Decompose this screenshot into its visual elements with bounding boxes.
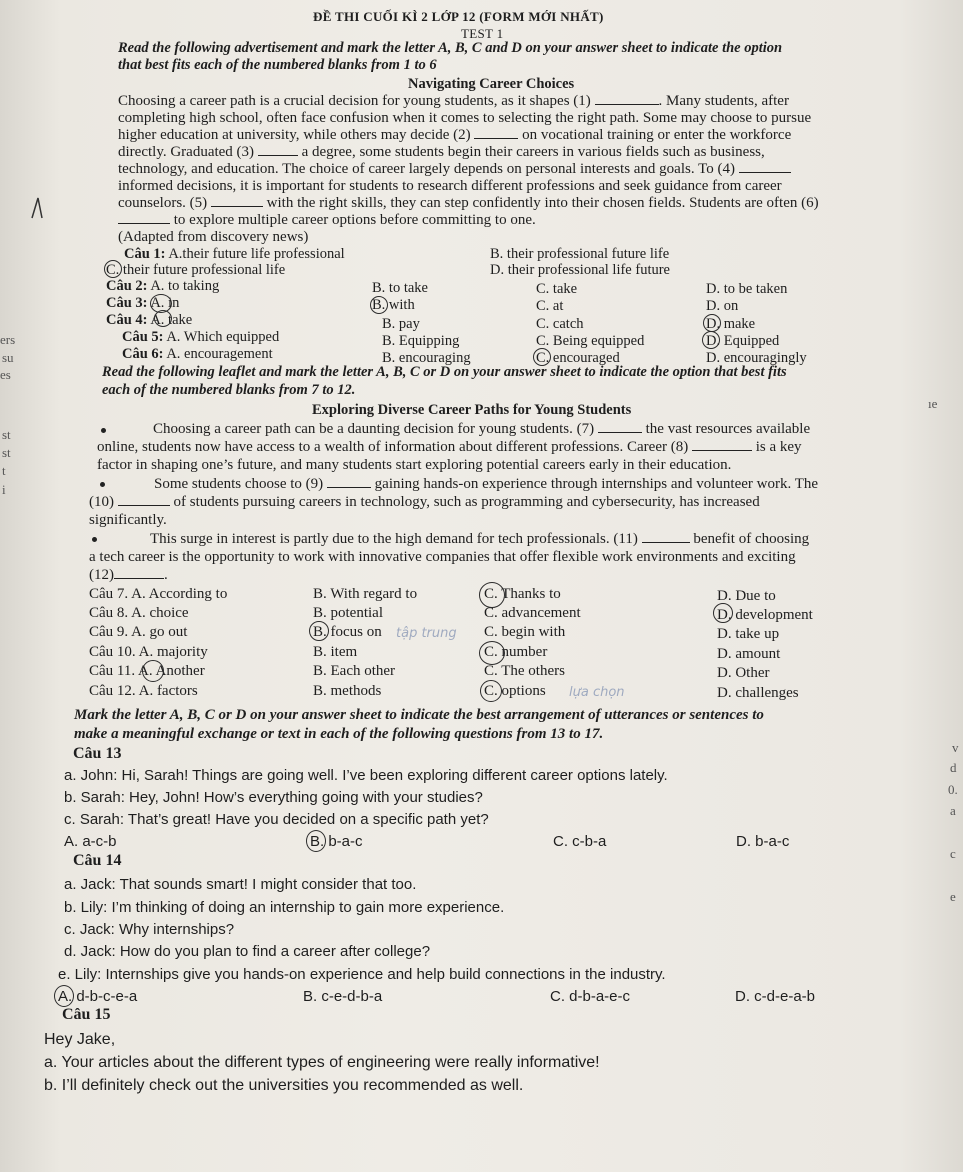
q1-label: Câu 1:	[124, 246, 166, 262]
q4-option-b[interactable]: B. pay	[382, 316, 420, 332]
q2-option-c[interactable]: C. take	[536, 281, 578, 297]
instruction-1-line-1: Read the following advertisement and mark the letter A, B, C and D on your answer sheet to indicate the option	[118, 40, 783, 56]
q3-option-b[interactable]: B. with	[372, 297, 415, 313]
blank-8	[692, 450, 752, 451]
q14-line-c: c. Jack: Why internships?	[64, 921, 235, 938]
passage-text: directly. Graduated (3)	[118, 144, 255, 160]
handwritten-note-2: lựa chọn	[569, 685, 625, 700]
leaflet-text: (10)	[89, 494, 114, 510]
edge-fragment-left: t	[2, 463, 6, 478]
q1-option-d[interactable]: D. their professional life future	[490, 262, 670, 278]
leaflet-text: Some students choose to (9)	[154, 476, 324, 492]
edge-fragment-left: st	[2, 445, 11, 460]
q2-option-b[interactable]: B. to take	[372, 280, 428, 296]
leaflet-line-8: a tech career is the opportunity to work with innovative companies that offer flexible work environments and exciting	[89, 549, 796, 565]
passage-1-line-5	[118, 161, 791, 178]
instruction-3-line-1: Mark the letter A, B, C or D on your answer sheet to indicate the best arrangement of utterances or sentences to	[74, 707, 764, 723]
q5-option-d[interactable]: D. Equipped	[706, 333, 780, 349]
q10-row	[89, 644, 208, 661]
passage-1-line-6: informed decisions, it is important for students to research different professions and seek guidance from career	[118, 178, 782, 194]
q14-line-d: d. Jack: How do you plan to find a career after college?	[64, 943, 431, 960]
q8-option-b[interactable]: B. potential	[313, 605, 383, 621]
blank-7	[598, 432, 642, 433]
q5-option-b[interactable]: B. Equipping	[382, 333, 460, 349]
q9-option-a[interactable]: A. go out	[131, 624, 188, 640]
blank-1	[595, 104, 659, 105]
leaflet-line-1	[153, 421, 810, 438]
q10-option-b[interactable]: B. item	[313, 644, 358, 660]
edge-fragment-right: a	[950, 803, 956, 818]
q3-option-d[interactable]: D. on	[706, 298, 739, 314]
leaflet-text: the vast resources available	[645, 421, 811, 437]
q14-option-b[interactable]: B. c-e-d-b-a	[303, 988, 383, 1005]
passage-1-line-7	[118, 195, 819, 212]
q8-option-a[interactable]: A. choice	[131, 605, 189, 621]
answer-circle-q9b	[309, 621, 329, 641]
q1-option-a[interactable]: A.their future life professional	[168, 246, 345, 262]
passage-1-line-1	[118, 93, 789, 110]
answer-circle-q14a	[54, 985, 74, 1007]
q11-option-d[interactable]: D. Other	[717, 665, 770, 681]
q2-row	[106, 278, 219, 295]
q10-option-d[interactable]: D. amount	[717, 646, 781, 662]
leaflet-line-9	[89, 567, 168, 584]
edge-fragment-left: i	[2, 482, 6, 497]
q6-option-d[interactable]: D. encouragingly	[706, 350, 807, 366]
q11-option-a[interactable]: A. Another	[138, 663, 205, 679]
blank-11	[642, 542, 690, 543]
q5-option-c[interactable]: C. Being equipped	[536, 333, 645, 349]
passage-text: technology, and education. The choice of career largely depends on personal interests and goals. To (4)	[118, 161, 735, 177]
passage-1-title: Navigating Career Choices	[408, 76, 575, 92]
q14-option-a[interactable]: A. d-b-c-e-a	[58, 988, 138, 1005]
q11-option-c[interactable]: C. The others	[484, 663, 565, 679]
q7-option-a[interactable]: A. According to	[131, 586, 228, 602]
blank-12	[114, 578, 164, 579]
blank-6	[118, 223, 170, 224]
q1-row	[124, 246, 345, 263]
q12-option-b[interactable]: B. methods	[313, 683, 382, 699]
q12-option-c[interactable]: C. options	[484, 683, 546, 699]
q6-option-c[interactable]: C. encouraged	[536, 350, 620, 366]
q15-line-a: a. Your articles about the different types of engineering were really informative!	[44, 1054, 600, 1071]
edge-fragment-right: d	[950, 760, 957, 775]
q14-title: Câu 14	[73, 852, 122, 869]
passage-text: on vocational training or enter the workforce	[522, 127, 792, 143]
passage-text: higher education at university, while others may decide (2)	[118, 127, 471, 143]
q9-row	[89, 624, 187, 641]
answer-circle-q11a	[142, 660, 164, 682]
instruction-2-line-2: each of the numbered blanks from 7 to 12.	[102, 382, 356, 398]
q9-option-d[interactable]: D. take up	[717, 626, 780, 642]
q8-label: Câu 8.	[89, 605, 129, 621]
answer-circle-q13b	[306, 830, 326, 852]
q7-row	[89, 586, 227, 603]
instruction-1-line-2: that best fits each of the numbered blanks from 1 to 6	[118, 57, 437, 73]
passage-1-line-2: completing high school, often face confusion when it comes to selecting the right path. Some may choose to pursue	[118, 110, 812, 126]
passage-1-line-4	[118, 144, 765, 161]
q14-option-c[interactable]: C. d-b-a-e-c	[550, 988, 631, 1005]
q7-option-b[interactable]: B. With regard to	[313, 586, 418, 602]
leaflet-text: online, students now have access to a wealth of information about different professions. Career (8)	[97, 439, 689, 455]
test-label: TEST 1	[461, 26, 504, 41]
edge-fragment-right: c	[950, 846, 956, 861]
q1-option-c[interactable]: C. their future professional life	[106, 262, 286, 278]
q7-label: Câu 7.	[89, 586, 129, 602]
q4-row	[106, 312, 192, 329]
leaflet-text: This surge in interest is partly due to the high demand for tech professionals. (11)	[150, 531, 638, 547]
q13-line-c: c. Sarah: That’s great! Have you decided on a specific path yet?	[64, 811, 489, 828]
q14-line-a: a. Jack: That sounds smart! I might consider that too.	[64, 876, 417, 893]
q10-option-c[interactable]: C. number	[484, 644, 548, 660]
passage-text: to explore multiple career options before committing to one.	[173, 212, 536, 228]
leaflet-text: is a key	[755, 439, 802, 455]
q2-option-d[interactable]: D. to be taken	[706, 281, 788, 297]
q8-option-d[interactable]: D. development	[717, 607, 813, 623]
leaflet-line-7	[150, 531, 809, 548]
answer-circle-q10c	[479, 641, 505, 665]
passage-text: counselors. (5)	[118, 195, 208, 211]
passage-text: Choosing a career path is a crucial decision for young students, as it shapes (1)	[118, 93, 591, 109]
q13-line-b: b. Sarah: Hey, John! How’s everything going with your studies?	[64, 789, 483, 806]
q15-title: Câu 15	[62, 1006, 111, 1023]
blank-4	[739, 172, 791, 173]
q14-line-b: b. Lily: I’m thinking of doing an internship to gain more experience.	[64, 899, 505, 916]
blank-10	[118, 505, 170, 506]
leaflet-text: benefit of choosing	[693, 531, 810, 547]
q3-label: Câu 3:	[106, 295, 148, 311]
answer-circle-q1	[104, 260, 122, 278]
leaflet-text: gaining hands-on experience through internships and volunteer work. The	[374, 476, 819, 492]
q12-option-a[interactable]: A. factors	[138, 683, 198, 699]
passage-text: with the right skills, they can step confidently into their chosen fields. Students are often (6)	[266, 195, 819, 211]
leaflet-line-4	[154, 476, 818, 493]
leaflet-text: of students pursuing careers in technology, such as programming and cybersecurity, has increased	[173, 494, 760, 510]
q15-greeting: Hey Jake,	[44, 1031, 116, 1048]
q13-option-b[interactable]: B. b-a-c	[310, 833, 363, 850]
answer-circle-q4	[154, 310, 172, 327]
edge-fragment-right: 0.	[948, 782, 958, 797]
q13-title: Câu 13	[73, 745, 122, 762]
q6-label: Câu 6:	[122, 346, 164, 362]
q10-option-a[interactable]: A. majority	[138, 644, 208, 660]
handwritten-note-1: tập trung	[396, 626, 457, 641]
q7-option-d[interactable]: D. Due to	[717, 588, 776, 604]
edge-fragment-left: st	[2, 427, 11, 442]
q13-option-d[interactable]: D. b-a-c	[736, 833, 790, 850]
edge-fragment-right: e	[950, 889, 956, 904]
passage-1-source: (Adapted from discovery news)	[118, 229, 309, 245]
edge-fragment-left: es	[0, 367, 11, 382]
bullet-1	[101, 428, 106, 433]
q4-option-d[interactable]: D. make	[706, 316, 756, 332]
q13-option-a[interactable]: A. a-c-b	[64, 833, 117, 850]
q5-option-a[interactable]: A. Which equipped	[166, 329, 280, 345]
q2-option-a[interactable]: A. to taking	[150, 278, 220, 294]
answer-circle-q4d	[703, 314, 721, 332]
bullet-3	[92, 537, 97, 542]
answer-circle-q5d	[702, 331, 720, 349]
blank-5	[211, 206, 263, 207]
edge-fragment-right: v	[952, 740, 959, 755]
answer-circle-q12c	[480, 680, 502, 702]
leaflet-title: Exploring Diverse Career Paths for Young Students	[312, 402, 632, 418]
q4-option-a[interactable]: A. take	[150, 312, 193, 328]
q13-option-c[interactable]: C. c-b-a	[553, 833, 607, 850]
q12-option-d[interactable]: D. challenges	[717, 685, 799, 701]
q4-option-c[interactable]: C. catch	[536, 316, 584, 332]
blank-9	[327, 487, 371, 488]
q8-row	[89, 605, 189, 622]
exam-title: ĐỀ THI CUỐI KÌ 2 LỚP 12 (FORM MỚI NHẤT)	[313, 9, 604, 24]
edge-fragment-left: ers	[0, 332, 16, 347]
q6-option-b[interactable]: B. encouraging	[382, 350, 471, 366]
q1-option-b[interactable]: B. their professional future life	[490, 246, 670, 262]
q2-label: Câu 2:	[106, 278, 148, 294]
q5-row	[122, 329, 279, 346]
q11-option-b[interactable]: B. Each other	[313, 663, 396, 679]
answer-circle-q7c	[479, 582, 505, 608]
q9-label: Câu 9.	[89, 624, 129, 640]
q14-option-d[interactable]: D. c-d-e-a-b	[735, 988, 816, 1005]
answer-circle-q3b	[370, 296, 388, 314]
leaflet-line-2	[97, 439, 802, 456]
q6-option-a[interactable]: A. encouragement	[166, 346, 273, 362]
blank-3	[258, 155, 298, 156]
instruction-3-line-2: make a meaningful exchange or text in each of the following questions from 13 to 17.	[74, 726, 604, 742]
q7-option-c[interactable]: C. Thanks to	[484, 586, 561, 602]
passage-text: a degree, some students begin their careers in various fields such as business,	[301, 144, 765, 160]
edge-fragment-left: su	[2, 350, 14, 365]
q12-row	[89, 683, 198, 700]
leaflet-line-3: factor in shaping one’s future, and many students start exploring potential careers early in their education.	[97, 457, 732, 473]
q9-option-b[interactable]: B. focus on	[313, 624, 382, 640]
leaflet-text: Choosing a career path can be a daunting decision for young students. (7)	[153, 421, 595, 437]
answer-circle-q8d	[713, 603, 733, 623]
q8-option-c[interactable]: C. advancement	[484, 605, 581, 621]
q11-label: Câu 11.	[89, 663, 136, 679]
instruction-2-line-1: Read the following leaflet and mark the letter A, B, C or D on your answer sheet to indicate the option that best fits	[102, 364, 787, 380]
q4-label: Câu 4:	[106, 312, 148, 328]
q13-line-a: a. John: Hi, Sarah! Things are going well. I’ve been exploring different career options lately.	[64, 767, 668, 784]
passage-1-line-8	[118, 212, 536, 229]
leaflet-text: .	[164, 567, 168, 583]
q3-option-a[interactable]: A. in	[150, 295, 180, 311]
passage-text: . Many students, after	[658, 93, 789, 109]
leaflet-line-5	[89, 494, 760, 511]
q5-label: Câu 5:	[122, 329, 164, 345]
q14-line-e: e. Lily: Internships give you hands-on experience and help build connections in the industry.	[58, 966, 666, 983]
edge-fragment-right: ıe	[928, 396, 938, 411]
page-edge-mark	[30, 196, 44, 220]
leaflet-text: (12)	[89, 567, 114, 583]
q10-label: Câu 10.	[89, 644, 136, 660]
passage-1-line-3	[118, 127, 791, 144]
q6-row	[122, 346, 273, 363]
q12-label: Câu 12.	[89, 683, 136, 699]
leaflet-line-6: significantly.	[89, 512, 167, 528]
q9-option-c[interactable]: C. begin with	[484, 624, 566, 640]
q15-line-b: b. I’ll definitely check out the universities you recommended as well.	[44, 1077, 524, 1094]
blank-2	[474, 138, 518, 139]
bullet-2	[100, 482, 105, 487]
q3-option-c[interactable]: C. at	[536, 298, 564, 314]
